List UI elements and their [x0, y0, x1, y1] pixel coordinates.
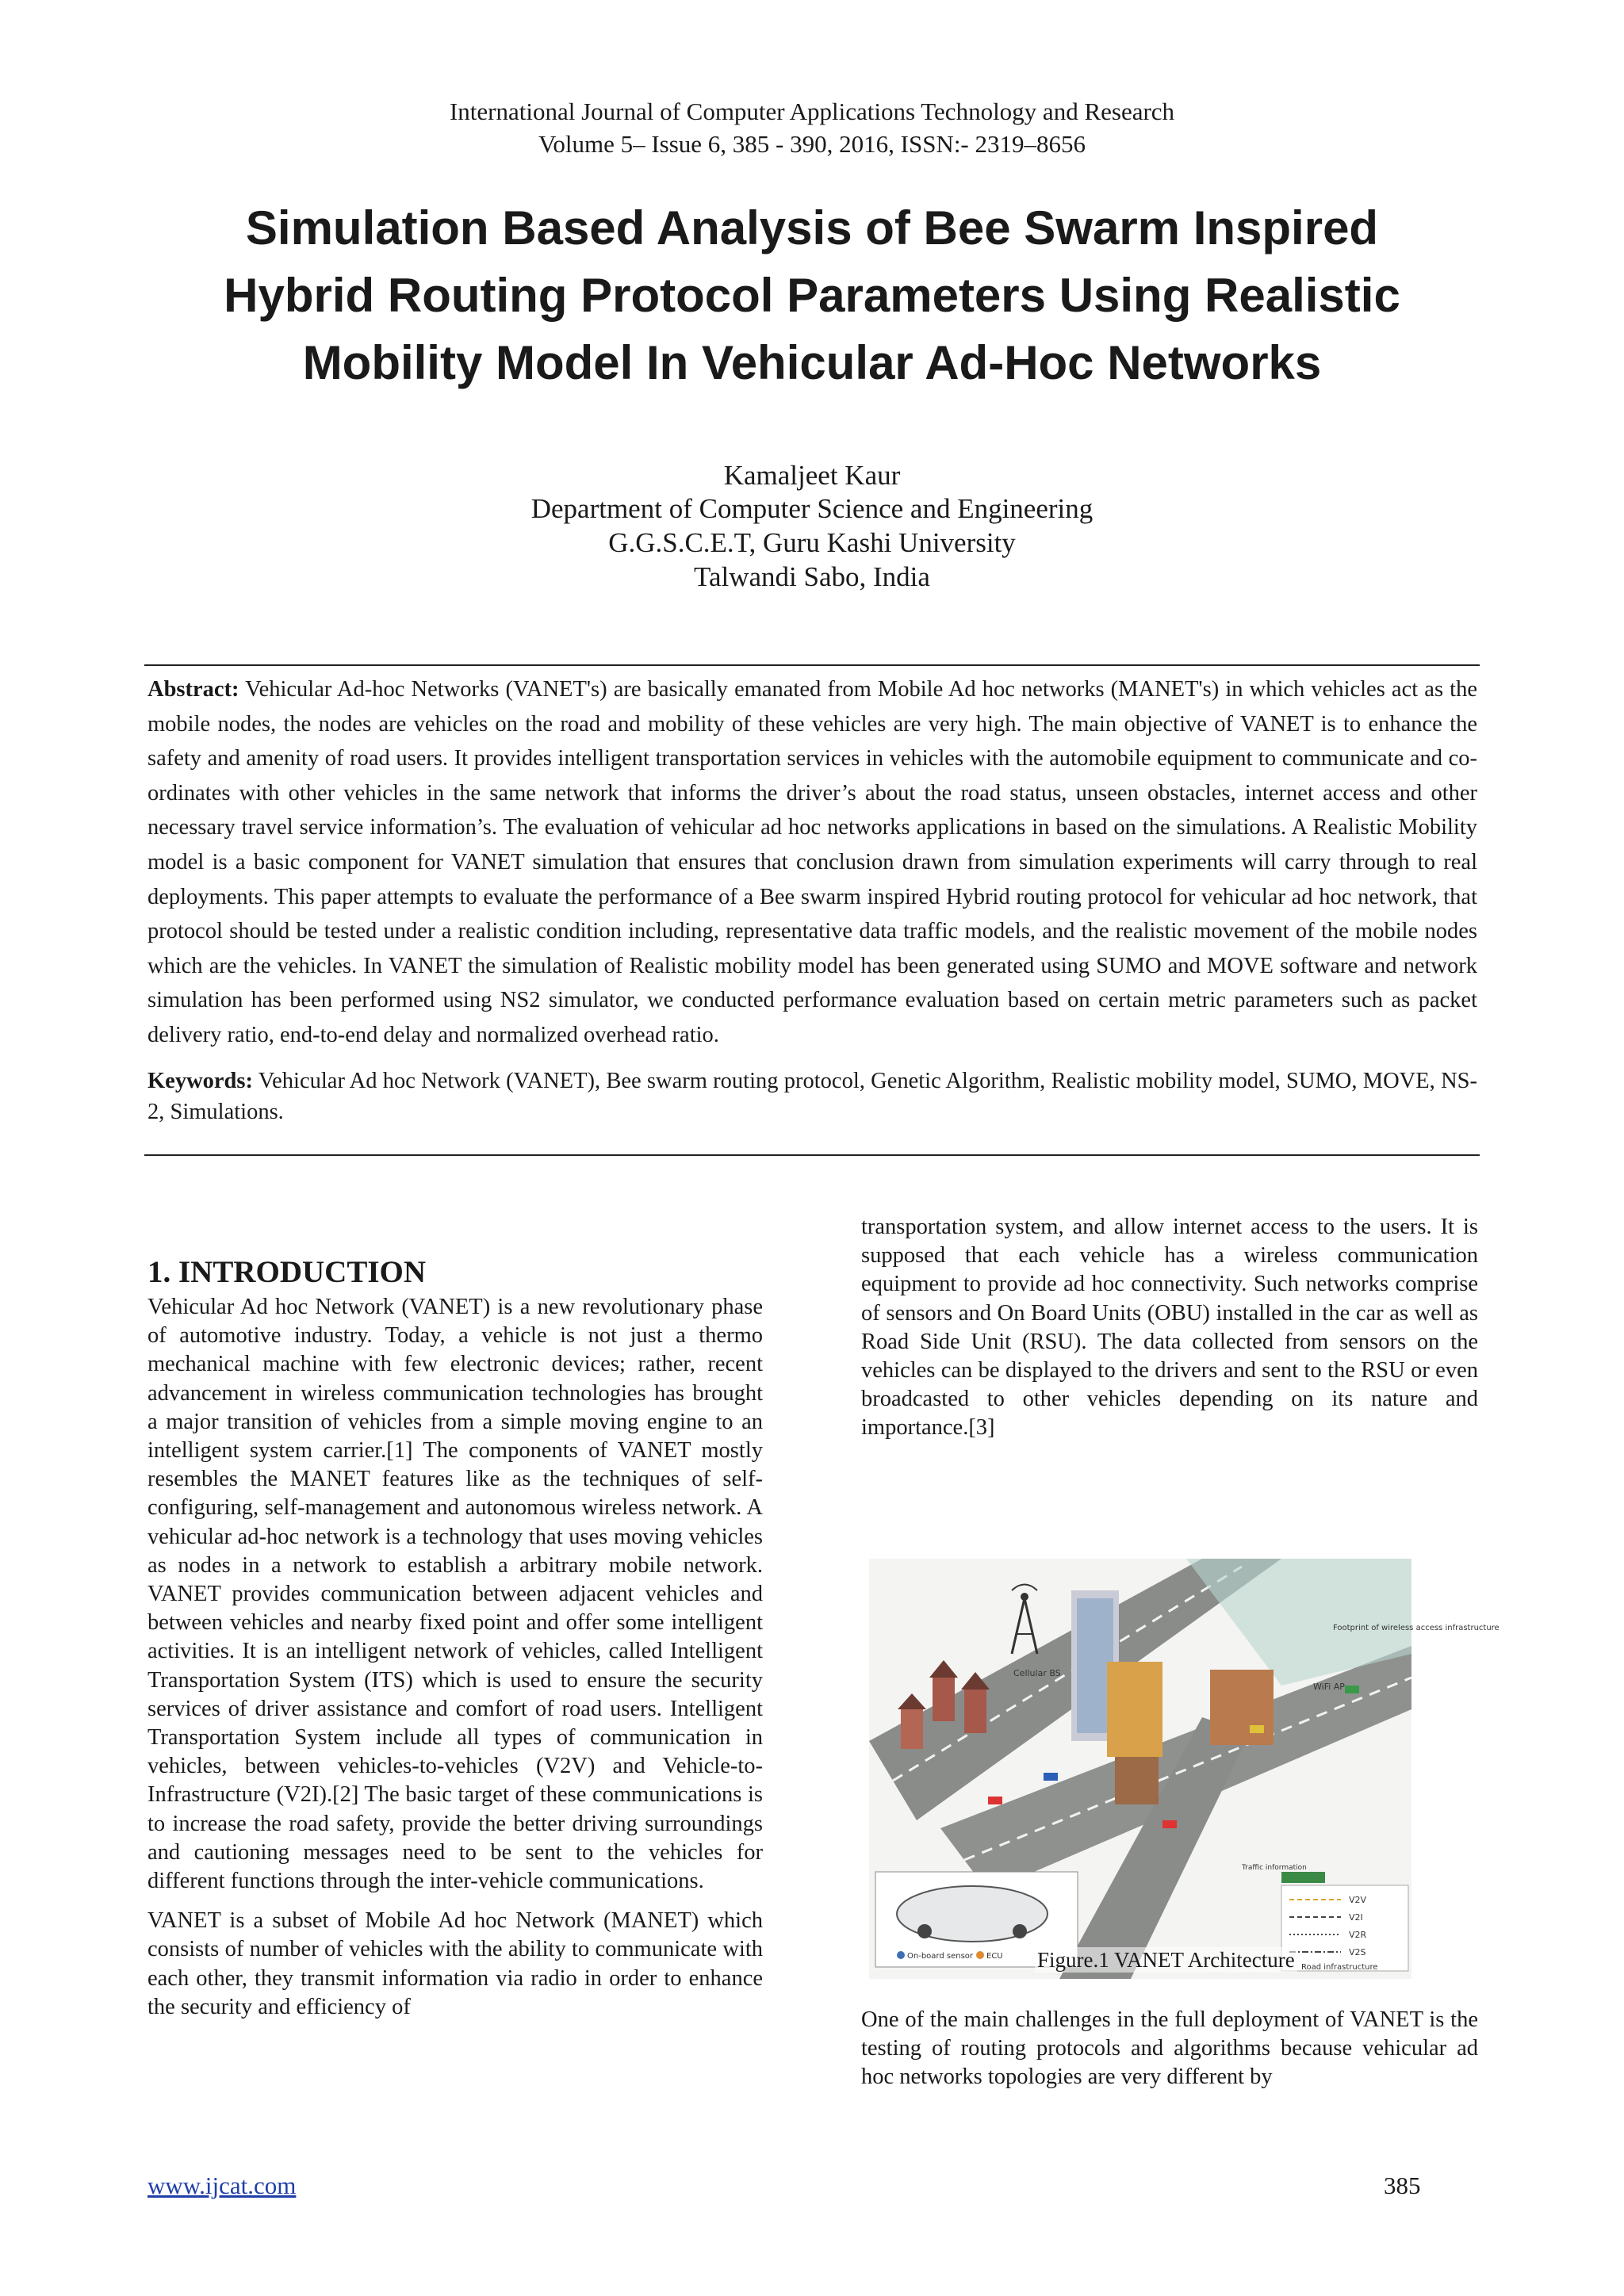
intro-paragraph-2: VANET is a subset of Mobile Ad hoc Network (MANET) which consists of number of vehicles with the ability to communicate with each other, they transmit information via radio in order to enhance the security and efficiency of	[147, 1908, 763, 2019]
intro-paragraph-3: transportation system, and allow internet access to the users. It is supposed that each vehicle has a wireless communication equipment to provide ad hoc connectivity. Such networks comprise of sensors and On Board Units (OBU) installed in the car as well as Road Side Unit (RSU). The data collected from sensors on the vehicles can be displayed to the drivers and sent to the RSU or even broadcasted to other vehicles depending on its nature and importance.[3]	[861, 1215, 1478, 1441]
journal-volume: Volume 5– Issue 6, 385 - 390, 2016, ISSN:- 2319–8656	[538, 130, 1086, 158]
vanet-architecture-figure	[869, 1559, 1500, 1979]
car-3	[1250, 1725, 1264, 1733]
journal-name: International Journal of Computer Applications Technology and Research	[449, 98, 1175, 125]
car-5	[1162, 1820, 1177, 1828]
abstract-label: Abstract:	[147, 677, 239, 702]
abstract	[147, 672, 1477, 1053]
section-heading-introduction: 1. INTRODUCTION	[147, 1255, 427, 1289]
label-onboard-sensor: On-board sensor	[907, 1952, 974, 1961]
footer-website-link[interactable]: www.ijcat.com	[147, 2172, 297, 2199]
author-location: Talwandi Sabo, India	[694, 561, 930, 592]
abstract-section	[147, 672, 1477, 1127]
author-institution: G.G.S.C.E.T, Guru Kashi University	[608, 527, 1016, 558]
paper-title	[143, 194, 1481, 396]
intro-paragraph-4: One of the main challenges in the full deployment of VANET is the testing of routing protocols and algorithms because vehicular ad hoc networks topologies are very different by	[861, 2007, 1478, 2090]
abstract-text: Vehicular Ad-hoc Networks (VANET's) are basically emanated from Mobile Ad hoc networks (MANET's) in which vehicles act as the mobile nodes, the nodes are vehicles on the road and mobility of these vehicles are very high. The main objective of VANET is to enhance the safety and amenity of road users. It provides intelligent transportation services in vehicles with the automobile equipment to communicate and co-ordinates with other vehicles in the same network that informs the driver’s about the road status, unseen obstacles, internet access and other necessary travel service information’s. The evaluation of vehicular ad hoc networks applications in based on the simulations. A Realistic Mobility model is a basic component for VANET simulation that ensures that conclusion drawn from simulation experiments will carry through to real deployments. This paper attempts to evaluate the performance of a Bee swarm inspired Hybrid routing protocol for vehicular ad hoc network, that protocol should be tested under a realistic condition including, representative data traffic models, and the realistic movement of the mobile nodes which are the vehicles. In VANET the simulation of Realistic mobility model has been generated using SUMO and MOVE software and network simulation has been performed using NS2 simulator, we conducted performance evaluation based on certain metric parameters such as packet delivery ratio, end-to-end delay and normalized overhead ratio.	[147, 677, 1477, 1047]
label-traffic-information: Traffic information	[1242, 1864, 1307, 1872]
wifi-building	[1210, 1670, 1274, 1745]
legend-v2v: V2V	[1349, 1895, 1367, 1905]
title-line-3: Mobility Model In Vehicular Ad-Hoc Networks	[302, 336, 1322, 389]
label-road-infrastructure: Road infrastructure	[1301, 1963, 1378, 1972]
legend-v2r: V2R	[1349, 1930, 1367, 1940]
keywords	[147, 1066, 1477, 1127]
figure-caption: Figure.1 VANET Architecture	[1035, 1947, 1297, 1973]
house-3	[901, 1709, 923, 1749]
keywords-label: Keywords:	[147, 1068, 253, 1093]
page-number: 385	[1384, 2172, 1421, 2199]
label-wifi-ap: WiFi AP	[1313, 1682, 1345, 1692]
house-1	[933, 1678, 955, 1721]
car-2	[1044, 1773, 1058, 1781]
legend-box	[1281, 1885, 1408, 1971]
label-footprint: Footprint of wireless access infrastructure	[1333, 1624, 1500, 1632]
shop-building	[1115, 1757, 1159, 1804]
road-sign	[1281, 1872, 1325, 1883]
car-4	[1345, 1686, 1359, 1693]
house-2	[964, 1689, 986, 1733]
legend-v2i: V2I	[1349, 1912, 1363, 1923]
left-column	[147, 1255, 763, 2022]
legend-v2s: V2S	[1349, 1947, 1366, 1957]
title-line-1: Simulation Based Analysis of Bee Swarm Inspired	[245, 201, 1379, 254]
keywords-text: Vehicular Ad hoc Network (VANET), Bee swarm routing protocol, Genetic Algorithm, Realistic mobility model, SUMO, MOVE, NS-2, Simulations.	[147, 1068, 1477, 1124]
right-column-top	[861, 1213, 1478, 1443]
right-column-bottom	[861, 2006, 1478, 2092]
intro-paragraph-1: Vehicular Ad hoc Network (VANET) is a new revolutionary phase of automotive industry. Today, a vehicle is not just a thermo mechanical machine with few electronic devices; rather, recent advancement in wireless communication technologies has brought a major transition of vehicles from a simple moving engine to an intelligent system carrier.[1] The components of VANET mostly resembles the MANET features like as the techniques of self-configuring, self-management and autonomous wireless network. A vehicular ad-hoc network is a technology that uses moving vehicles as nodes in a network to establish a arbitrary mobile network. VANET provides communication between adjacent vehicles and between vehicles and nearby fixed point and offer some intelligent activities. It is an intelligent network of vehicles, called Intelligent Transportation System (ITS) which is used to ensure the security services of driver assistance and comfort of road users. Intelligent Transportation System include all types of communication in vehicles, between vehicles-to-vehicles (V2V) and Vehicle-to-Infrastructure (V2I).[2] The basic target of these communications is to increase the road safety, provide the better driving surroundings and cautioning messages need to be sent to the vehicles for different functions through the inter-vehicle communications.	[147, 1295, 763, 1894]
apartment-building	[1107, 1662, 1162, 1757]
author-name: Kamaljeet Kaur	[723, 460, 901, 491]
abstract-top-rule	[144, 664, 1480, 666]
car-1	[988, 1797, 1002, 1804]
abstract-bottom-rule	[144, 1154, 1480, 1156]
title-line-2: Hybrid Routing Protocol Parameters Using Realistic	[224, 269, 1400, 322]
label-cellular-bs: Cellular BS	[1013, 1668, 1061, 1678]
author-department: Department of Computer Science and Engineering	[530, 493, 1094, 524]
label-ecu: ECU	[986, 1952, 1003, 1961]
